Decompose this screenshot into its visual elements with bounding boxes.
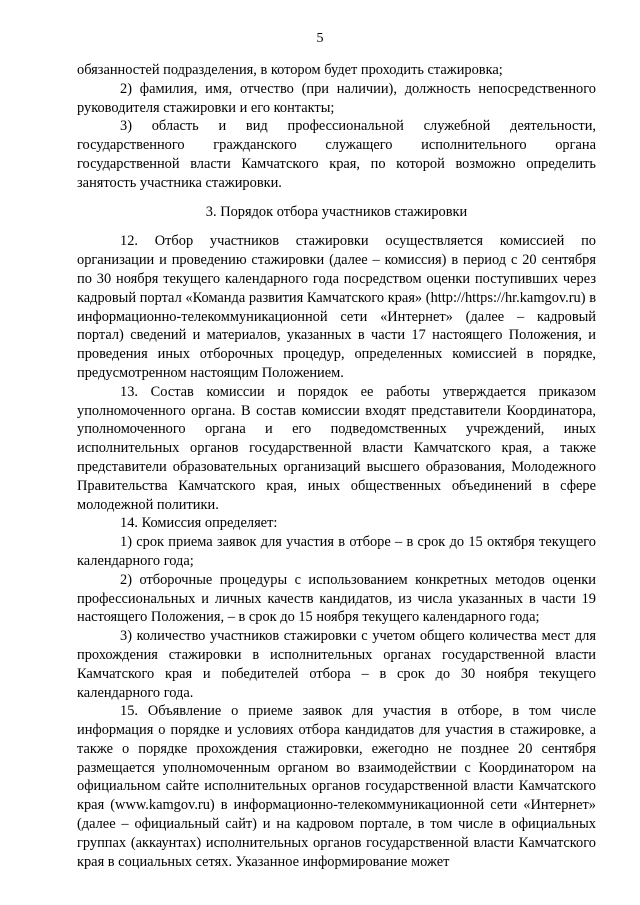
- paragraph-item-2: 2) фамилия, имя, отчество (при наличии), должность непосредственного руководителя стажировки и его контакты;: [77, 80, 596, 116]
- paragraph-13: 13. Состав комиссии и порядок ее работы утверждается приказом уполномоченного органа. В состав комиссии входят представители Координатора, уполномоченного органа и его подведомственных учреждений, иных исполнительных органов государственной власти Камчатского края, а также представители образовательных организаций высшего образования, Молодежного Правительства Камчатского края, иных общественных объединений в сфере молодежной политики.: [77, 383, 596, 513]
- paragraph-item-3: 3) область и вид профессиональной служебной деятельности, государственного гражданского служащего исполнительного органа государственной власти Камчатского края, по которой возможно определить занятость участника стажировки.: [77, 118, 596, 191]
- paragraph-12: 12. Отбор участников стажировки осуществляется комиссией по организации и проведению стажировки (далее – комиссия) в период с 20 сентября по 30 ноября текущего календарного года посредством оценки поступивших через кадровый портал «Команда развития Камчатского края» (http://https://hr.kamgov.ru) в информационно-телекоммуникационной сети «Интернет» (далее – кадровый портал) сведений и материалов, указанных в части 17 настоящего Положения, и проведения иных отборочных процедур, определенных комиссией в порядке, предусмотренном настоящим Положением.: [77, 233, 596, 381]
- paragraph-14-item-3: 3) количество участников стажировки с учетом общего количества мест для прохождения стажировки в исполнительных органах государственной власти Камчатского края и победителей отбора – в срок до 30 ноября текущего календарного года.: [77, 628, 596, 701]
- page-number: 5: [316, 31, 324, 46]
- document-body: [77, 61, 596, 871]
- paragraph-14-item-2: 2) отборочные процедуры с использованием конкретных методов оценки профессиональных и личных качеств кандидатов, из числа указанных в части 19 настоящего Положения, – в срок до 15 ноября текущего календарного года;: [77, 571, 596, 626]
- paragraph-14: 14. Комиссия определяет:: [120, 515, 278, 532]
- paragraph-continuation: обязанностей подразделения, в котором будет проходить стажировка;: [77, 62, 503, 78]
- paragraph-15: 15. Объявление о приеме заявок для участия в отборе, в том числе информация о порядке и условиях отбора кандидатов для участия в стажировке, а также о порядке прохождения стажировки, ежегодно не позднее 20 сентября размещается уполномоченным органом во взаимодействии с Координатором на официальном сайте исполнительных органов государственной власти Камчатского края (www.kamgov.ru) в информационно-телекоммуникационной сети «Интернет» (далее – официальный сайт) и на кадровом портале, в том числе в официальных группах (аккаунтах) исполнительных органов государственной власти Камчатского края в социальных сетях. Указанное информирование может: [77, 703, 596, 870]
- paragraph-14-item-1: 1) срок приема заявок для участия в отборе – в срок до 15 октября текущего календарного года;: [77, 534, 596, 569]
- section-heading: 3. Порядок отбора участников стажировки: [205, 203, 468, 220]
